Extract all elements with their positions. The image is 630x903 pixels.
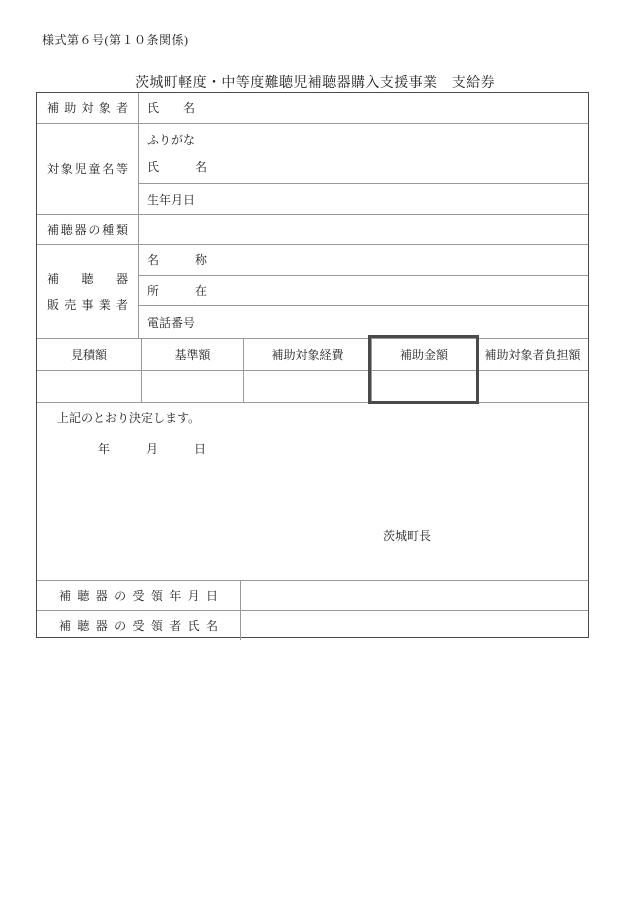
row-receipt-name xyxy=(37,610,588,640)
row-recipient xyxy=(37,93,588,123)
child-furigana-name-cell xyxy=(139,124,588,183)
document-title: 茨城町軽度・中等度難聴児補聴器購入支援事業 支給券 xyxy=(135,76,495,91)
eligible-expense-cell xyxy=(243,371,371,402)
decision-statement: 上記のとおり決定します。 xyxy=(57,411,201,425)
dealer-label-cell xyxy=(37,245,139,338)
child-birthdate-cell: 生年月日 xyxy=(139,183,588,214)
hearing-aid-type-value-cell xyxy=(139,215,588,244)
receipt-name-value-cell xyxy=(241,611,588,640)
child-label: 対象児童名等 xyxy=(47,162,128,176)
estimate-amount-cell xyxy=(37,371,141,402)
child-furigana-label: ふりがな xyxy=(147,132,196,147)
recipient-name-cell: 氏 名 xyxy=(147,101,196,115)
recipient-label: 補助対象者 xyxy=(47,101,128,115)
form-number: 様式第６号(第１０条関係) xyxy=(42,33,189,47)
receipt-date-label: 補聴器の受領年月日 xyxy=(59,589,218,603)
dealer-fields xyxy=(139,245,588,338)
receipt-date-value-cell xyxy=(241,581,588,610)
voucher-table xyxy=(36,92,589,638)
amounts-section xyxy=(37,338,588,402)
child-name-label: 氏 名 xyxy=(147,159,208,174)
row-hearing-aid-type xyxy=(37,214,588,244)
estimate-amount-header: 見積額 xyxy=(70,348,107,362)
row-receipt-date xyxy=(37,580,588,610)
standard-amount-cell xyxy=(141,371,243,402)
subsidy-amount-header: 補助金額 xyxy=(371,339,476,370)
row-child xyxy=(37,123,588,214)
row-dealer xyxy=(37,244,588,338)
dealer-label-line1: 補聴器 xyxy=(47,271,128,286)
subsidy-amount-cell xyxy=(371,371,476,402)
dealer-address-cell: 所 在 xyxy=(139,275,588,306)
amounts-header-row xyxy=(37,339,588,370)
mayor-signature-label: 茨城町長 xyxy=(383,529,432,543)
eligible-expense-header: 補助対象経費 xyxy=(243,339,371,370)
child-label-cell xyxy=(37,124,139,214)
receipt-date-label-cell xyxy=(37,581,241,610)
recipient-burden-cell xyxy=(476,371,588,402)
receipt-name-label-cell xyxy=(37,611,241,640)
receipt-name-label: 補聴器の受領者氏名 xyxy=(59,619,218,633)
child-fields xyxy=(139,124,588,214)
decision-date-line: 年 月 日 xyxy=(98,442,207,456)
recipient-label-cell xyxy=(37,93,139,123)
dealer-name-cell: 名 称 xyxy=(147,253,208,268)
hearing-aid-type-label-cell xyxy=(37,215,139,244)
standard-amount-header: 基準額 xyxy=(141,339,243,370)
hearing-aid-type-label: 補聴器の種類 xyxy=(47,222,128,237)
amounts-value-row xyxy=(37,370,588,402)
dealer-label-line2: 販売事業者 xyxy=(47,297,128,312)
decision-section xyxy=(37,402,588,580)
recipient-burden-header: 補助対象者負担額 xyxy=(476,339,588,370)
dealer-phone-cell: 電話番号 xyxy=(139,305,588,338)
